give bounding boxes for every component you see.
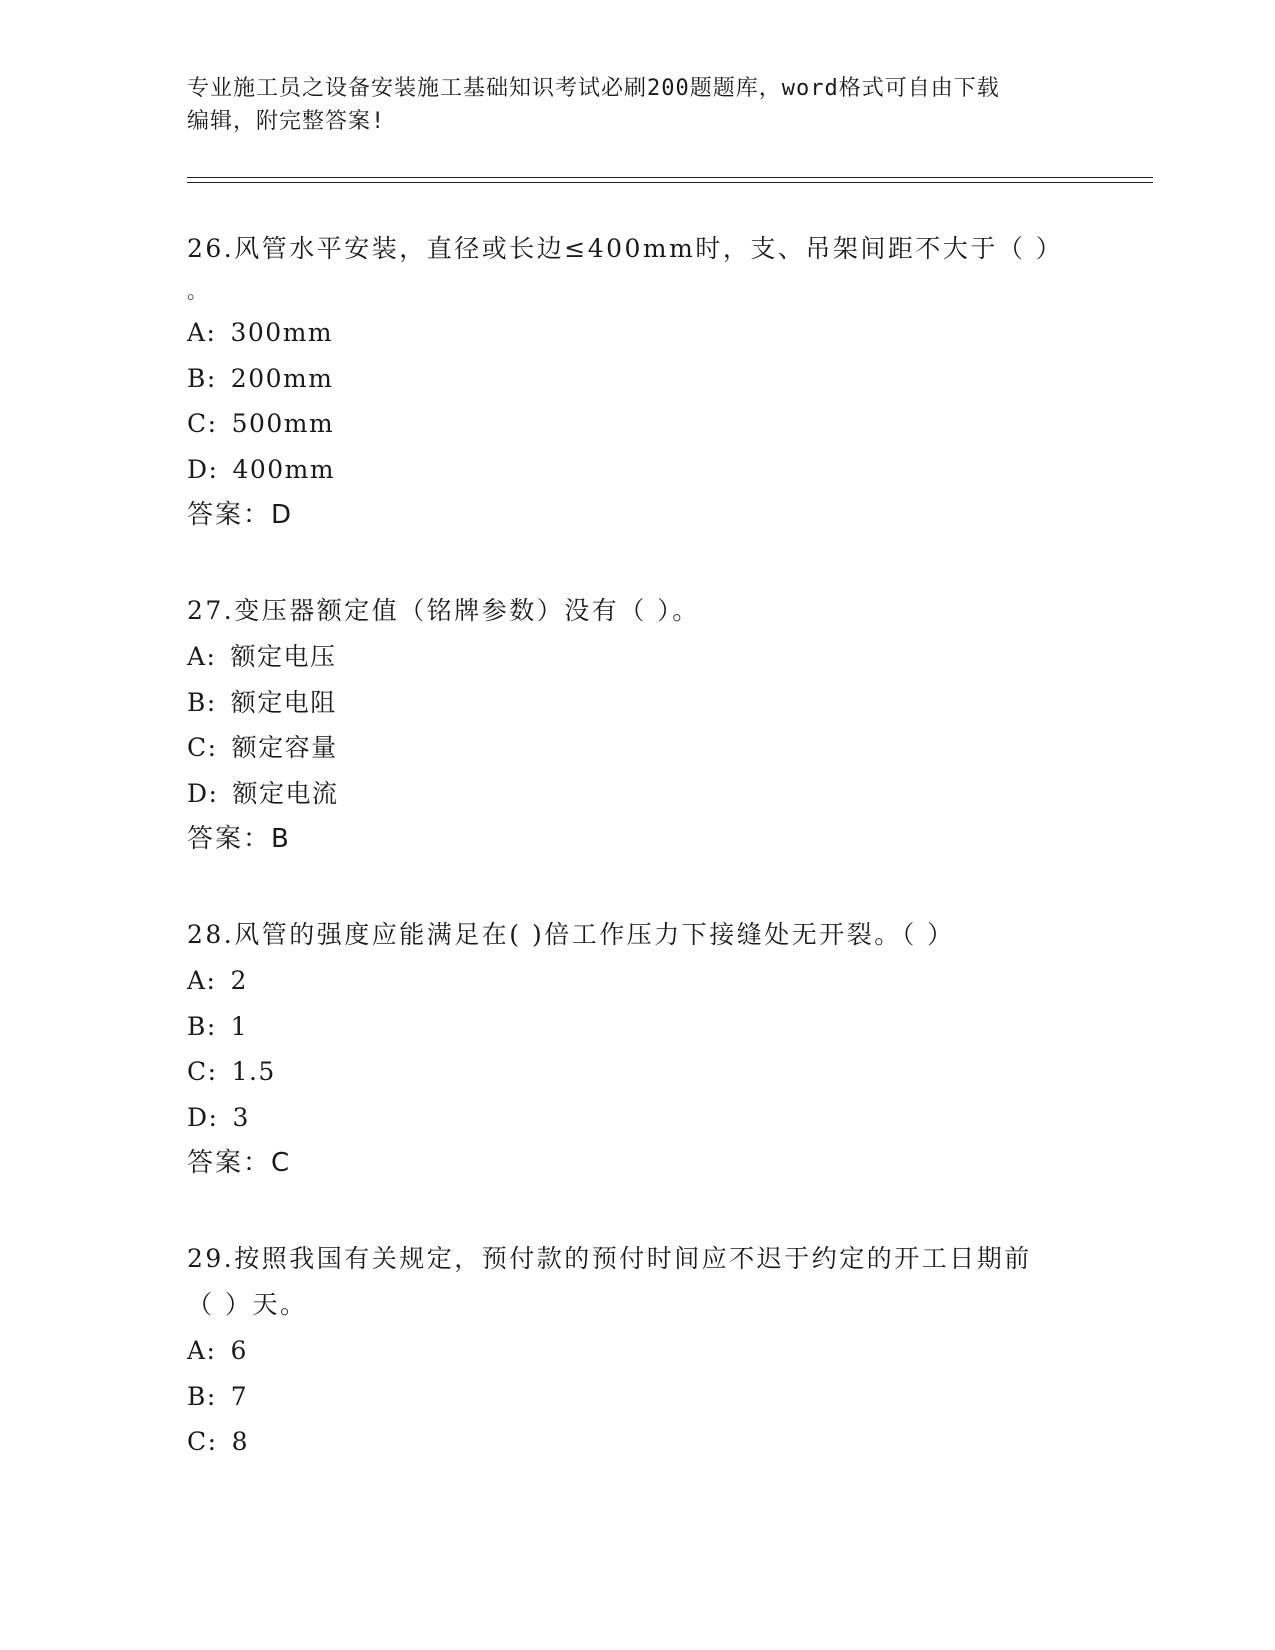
answer-label: 答案：D <box>187 500 294 530</box>
question-stem-line-2: （ ）天。 <box>187 1290 308 1319</box>
question-stem-line-1: 27.变压器额定值（铭牌参数）没有（ ）。 <box>187 596 700 625</box>
option-c <box>187 1049 1087 1095</box>
question-stem-line-2: 。 <box>187 279 210 303</box>
option-a <box>187 634 1087 680</box>
question-29 <box>187 1236 1087 1465</box>
option-b <box>187 356 1087 402</box>
option-text: 400mm <box>232 454 336 484</box>
option-text: 额定电阻 <box>230 687 337 717</box>
option-c <box>187 1419 1087 1465</box>
option-text: 额定容量 <box>231 733 338 762</box>
option-b <box>187 680 1087 726</box>
option-key: C: <box>187 409 218 438</box>
option-key: D: <box>187 778 219 808</box>
option-text: 8 <box>231 1427 249 1456</box>
option-key: C: <box>187 1057 218 1086</box>
option-c <box>187 401 1087 447</box>
option-a <box>187 958 1087 1004</box>
option-d <box>187 1095 1087 1141</box>
option-b <box>187 1004 1087 1050</box>
option-text: 6 <box>230 1336 248 1365</box>
question-stem-line-1: 29.按照我国有关规定，预付款的预付时间应不迟于约定的开工日期前 <box>187 1244 1032 1273</box>
option-a <box>187 1328 1087 1374</box>
option-key: B: <box>187 363 217 393</box>
option-text: 300mm <box>230 318 334 347</box>
option-text: 1 <box>230 1011 249 1041</box>
option-key: B: <box>187 687 217 717</box>
answer-label: 答案：C <box>187 1148 292 1178</box>
option-a <box>187 310 1087 356</box>
question-26 <box>187 226 1087 538</box>
option-key: A: <box>187 642 217 671</box>
option-text: 3 <box>232 1102 250 1132</box>
option-key: B: <box>187 1381 217 1411</box>
option-key: A: <box>187 966 217 995</box>
option-text: 2 <box>230 966 248 995</box>
option-d <box>187 771 1087 817</box>
option-key: D: <box>187 1102 219 1132</box>
option-text: 额定电流 <box>232 778 339 808</box>
answer-label: 答案：B <box>187 824 291 854</box>
header-line-2: 编辑，附完整答案! <box>187 109 386 134</box>
header-divider-top <box>187 177 1153 178</box>
option-text: 500mm <box>231 409 335 438</box>
option-b <box>187 1374 1087 1420</box>
header-divider-bottom <box>187 182 1153 183</box>
option-key: A: <box>187 318 217 347</box>
option-key: C: <box>187 1427 218 1456</box>
option-key: C: <box>187 733 218 762</box>
question-stem-line-1: 26.风管水平安装，直径或长边≤400mm时，支、吊架间距不大于（ ） <box>187 234 1064 263</box>
question-28 <box>187 912 1087 1186</box>
option-text: 额定电压 <box>230 642 337 671</box>
option-key: D: <box>187 454 219 484</box>
question-stem-line-1: 28.风管的强度应能满足在( )倍工作压力下接缝处无开裂。（ ） <box>187 920 955 949</box>
option-key: B: <box>187 1011 217 1041</box>
header-line-1: 专业施工员之设备安装施工基础知识考试必刷200题题库，word格式可自由下载 <box>187 76 1000 101</box>
option-key: A: <box>187 1336 217 1365</box>
option-c <box>187 725 1087 771</box>
option-text: 7 <box>230 1381 249 1411</box>
question-27 <box>187 588 1087 862</box>
option-text: 1.5 <box>231 1057 276 1086</box>
option-text: 200mm <box>230 363 334 393</box>
option-d <box>187 447 1087 493</box>
document-header <box>187 72 1067 138</box>
